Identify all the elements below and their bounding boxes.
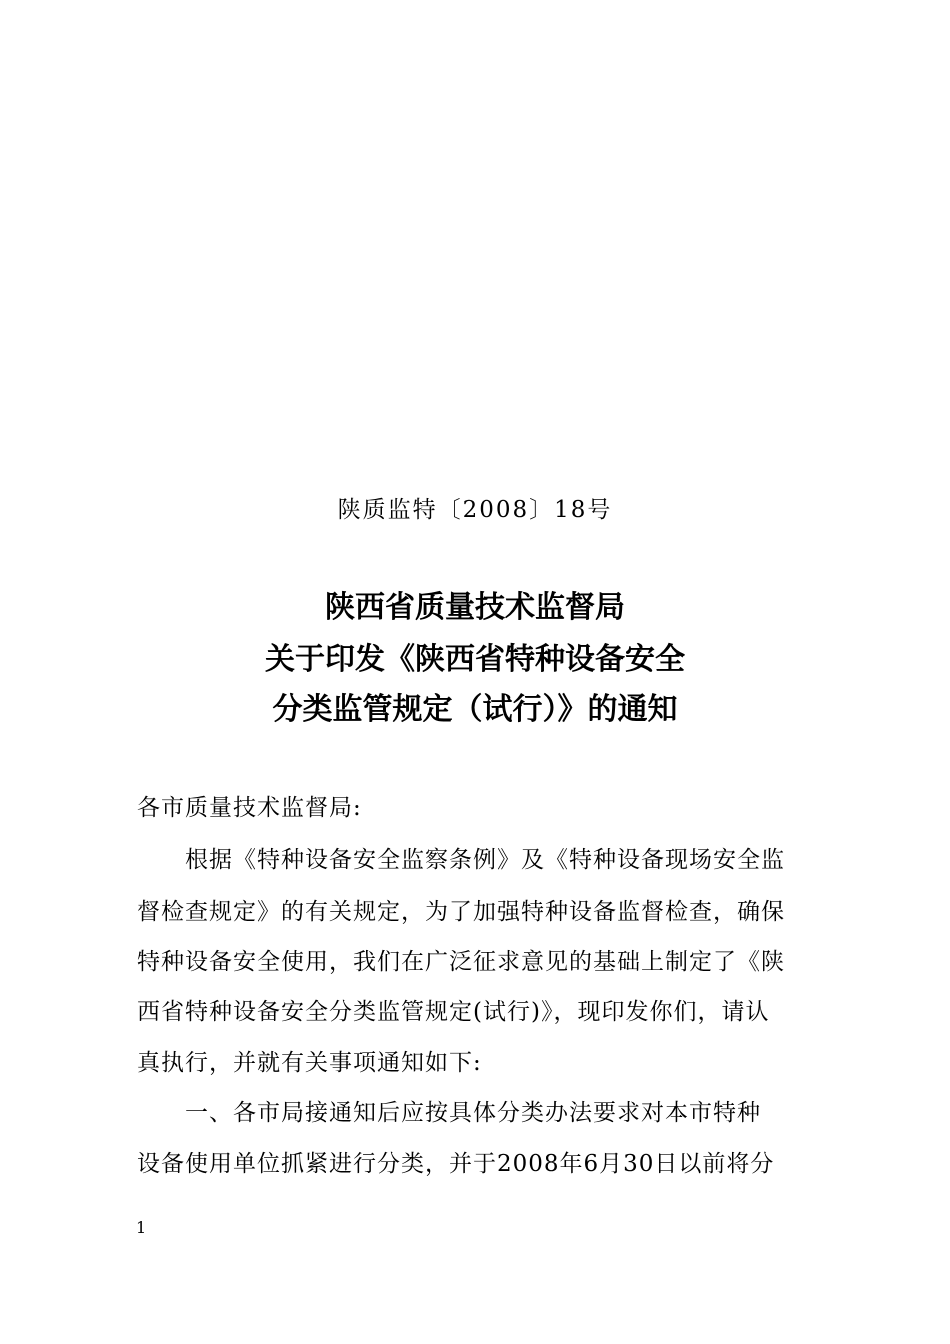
salutation: 各市质量技术监督局: (137, 795, 362, 821)
document-title-line-1: 陕西省质量技术监督局 (325, 590, 625, 625)
body-line: 督检查规定》的有关规定，为了加强特种设备监督检查，确保 (137, 899, 785, 925)
body-line: 西省特种设备安全分类监管规定(试行)》，现印发你们，请认 (137, 999, 770, 1025)
body-line: 一、各市局接通知后应按具体分类办法要求对本市特种 (137, 1100, 761, 1126)
body-line: 设备使用单位抓紧进行分类，并于2008年6月30日以前将分 (137, 1151, 775, 1177)
page-number: 1 (136, 1218, 147, 1237)
document-title-line-2: 关于印发《陕西省特种设备安全 (265, 642, 685, 677)
body-line: 真执行，并就有关事项通知如下: (137, 1050, 482, 1076)
body-line: 特种设备安全使用，我们在广泛征求意见的基础上制定了《陕 (137, 949, 785, 975)
document-title-line-3: 分类监管规定（试行）》的通知 (272, 692, 678, 727)
body-line: 根据《特种设备安全监察条例》及《特种设备现场安全监 (137, 847, 785, 873)
document-number: 陕质监特〔2008〕18号 (337, 497, 613, 523)
